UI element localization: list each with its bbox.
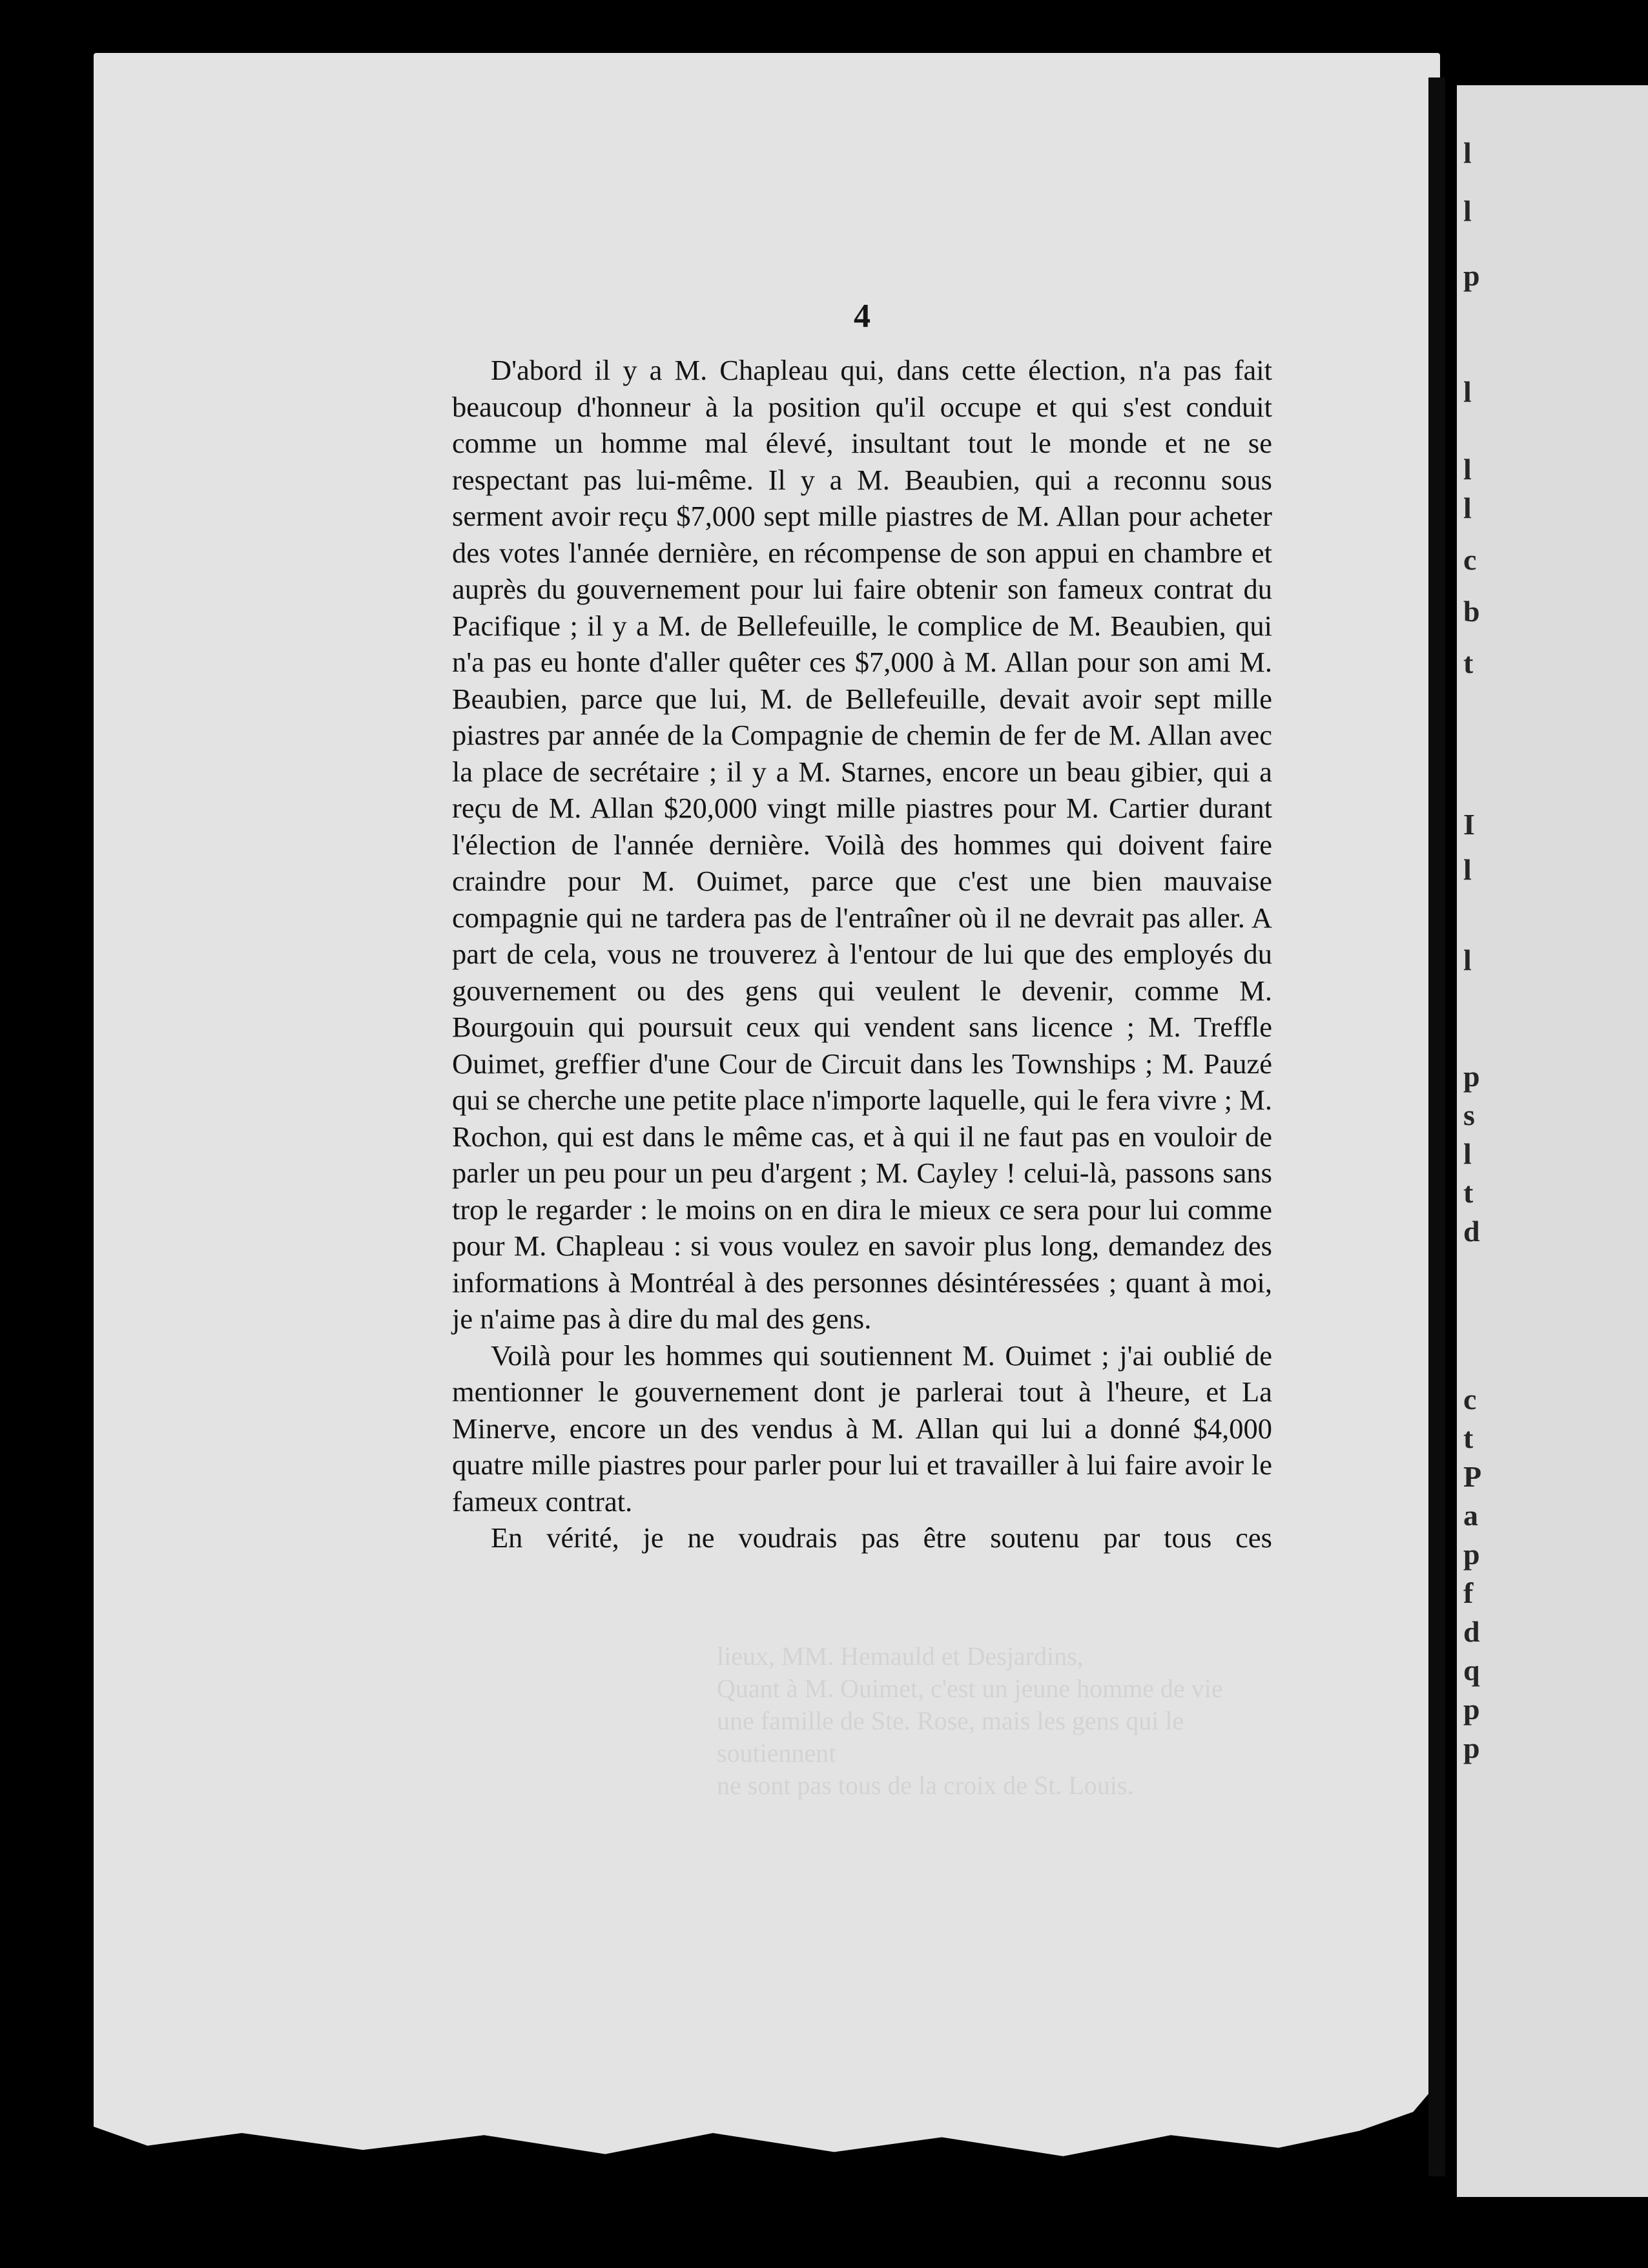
facing-letter: b	[1463, 595, 1480, 628]
facing-letter: l	[1463, 1137, 1472, 1170]
facing-letter: l	[1463, 194, 1472, 227]
facing-letter: a	[1463, 1499, 1478, 1532]
page-number: 4	[854, 298, 870, 335]
facing-letter: l	[1463, 943, 1472, 976]
bleed-line: Quant à M. Ouimet, c'est un jeune homme de vie	[717, 1674, 1223, 1703]
facing-letter: t	[1463, 646, 1474, 679]
facing-letter: l	[1463, 375, 1472, 408]
page-spine-shadow	[1428, 77, 1445, 2176]
facing-letter: p	[1463, 1693, 1480, 1726]
facing-letter: l	[1463, 491, 1472, 524]
facing-letter: p	[1463, 1060, 1480, 1093]
facing-letter: l	[1463, 453, 1472, 486]
facing-letter: t	[1463, 1421, 1474, 1454]
bleed-through-text	[717, 1640, 1298, 1802]
facing-page-letters	[1463, 0, 1644, 2268]
facing-letter: p	[1463, 259, 1480, 292]
bleed-line: lieux, MM. Hemauld et Desjardins,	[717, 1642, 1084, 1671]
facing-letter: l	[1463, 136, 1472, 169]
paragraph: Voilà pour les hommes qui soutiennent M. Ouimet ; j'ai oublié de mentionner le gouvernement dont je parlerai tout à l'heure, et La Minerve, encore un des vendus à M. Allan qui lui a donné $4,000 quatre mille piastres pour parler pour lui et travailler à lui faire avoir le fameux contrat.	[452, 1339, 1272, 1518]
facing-letter: d	[1463, 1215, 1480, 1248]
facing-letter: s	[1463, 1098, 1475, 1131]
facing-letter: c	[1463, 543, 1477, 576]
facing-letter: l	[1463, 853, 1472, 886]
facing-letter: c	[1463, 1383, 1477, 1416]
facing-letter: I	[1463, 808, 1475, 841]
facing-letter: d	[1463, 1615, 1480, 1648]
facing-letter: f	[1463, 1576, 1474, 1609]
bleed-line: ne sont pas tous de la croix de St. Louis.	[717, 1771, 1134, 1800]
facing-letter: p	[1463, 1731, 1480, 1764]
facing-letter: p	[1463, 1538, 1480, 1571]
paragraph: En vérité, je ne voudrais pas être soutenu par tous ces	[491, 1521, 1272, 1554]
body-text	[452, 352, 1272, 1556]
paragraph: D'abord il y a M. Chapleau qui, dans cette élection, n'a pas fait beaucoup d'honneur à la position qu'il occupe et qui s'est conduit comme un homme mal élevé, insultant tout le monde et ne se respectant pas lui-même. Il y a M. Beaubien, qui a reconnu sous serment avoir reçu $7,000 sept mille piastres de M. Allan pour acheter des votes l'année dernière, en récompense de son appui en chambre et auprès du gouvernement pour lui faire obtenir son fameux contrat du Pacifique ; il y a M. de Bellefeuille, le complice de M. Beaubien, qui n'a pas eu honte d'aller quêter ces $7,000 à M. Allan pour son ami M. Beaubien, parce que lui, M. de Bellefeuille, devait avoir sept mille piastres par année de la Compagnie de chemin de fer de M. Allan avec la place de secrétaire ; il y a M. Starnes, encore un beau gibier, qui a reçu de M. Allan $20,000 vingt mille piastres pour M. Cartier durant l'élection de l'année dernière. Voilà des hommes qui doivent faire craindre pour M. Ouimet, parce que c'est une bien mauvaise compagnie qui ne tardera pas de l'entraîner où il ne devrait pas aller. A part de cela, vous ne trouverez à l'entour de lui que des employés du gouvernement ou des gens qui veulent le devenir, comme M. Bourgouin qui poursuit ceux qui vendent sans licence ; M. Treffle Ouimet, greffier d'une Cour de Circuit dans les Townships ; M. Pauzé qui se cherche une petite place n'importe laquelle, qui le fera vivre ; M. Rochon, qui est dans le même cas, et à qui il ne faut pas en vouloir de parler un peu pour un peu d'argent ; M. Cayley ! celui-là, passons sans trop le regarder : le moins on en dira le mieux ce sera pour lui comme pour M. Chapleau : si vous voulez en savoir plus long, demandez des informations à Montréal à des personnes désintéressées ; quant à moi, je n'aime pas à dire du mal des gens.	[452, 354, 1272, 1335]
facing-letter: q	[1463, 1654, 1480, 1687]
bleed-line: une famille de Ste. Rose, mais les gens qui le soutiennent	[717, 1706, 1184, 1768]
facing-letter: P	[1463, 1460, 1482, 1493]
facing-letter: t	[1463, 1176, 1474, 1209]
